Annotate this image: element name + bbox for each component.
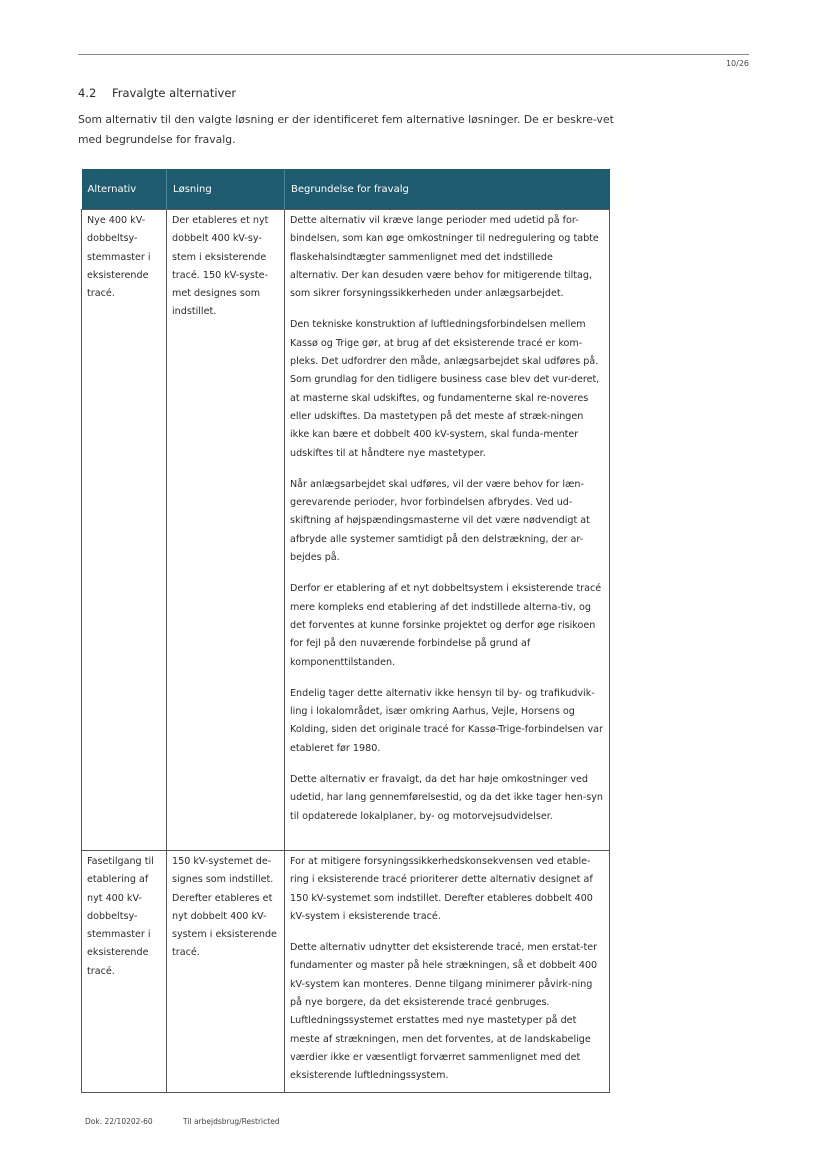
table-header-row [82, 169, 610, 210]
alternative-cell: Nye 400 kV-dobbeltsy-stemmaster i eksisterende tracé. [82, 210, 167, 851]
header-alternative: Alternativ [82, 169, 167, 210]
reason-paragraph: Dette alternativ er fravalgt, da det har høje omkostninger ved udetid, har lang gennemførelsestid, og da det ikke tager hen-syn til opdaterede lokalplaner, by- og motorvejsudvidelser. [290, 774, 603, 822]
reason-paragraph: Dette alternativ udnytter det eksisterende tracé, men erstat-ter fundamenter og master på hele strækningen, så et dobbelt 400 kV-system kan monteres. Denne tilgang minimerer påvirk-ning på nye borgere, da det eksisterende tracé genbruges. Luftledningssystemet erstattes med nye mastetyper på det meste af strækningen, men det forventes, at de landskabelige værdier ikke er væsentligt forværret sammenlignet med det eksisterende luftledningssystem. [290, 942, 598, 1082]
header-solution: Løsning [167, 169, 285, 210]
page-number: 10/26 [725, 59, 749, 68]
page-footer [85, 1117, 308, 1126]
header-reason: Begrundelse for fravalg [285, 169, 610, 210]
table-row [82, 851, 610, 1093]
table-row [82, 210, 610, 851]
reason-paragraph: Den tekniske konstruktion af luftledningsforbindelsen mellem Kassø og Trige gør, at brug af det eksisterende tracé er kom-pleks. Det udfordrer den måde, anlægsarbejdet skal udføres på. Som grundlag for den tidligere business case blev det vur-deret, at masterne skal udskiftes, og fundamenterne skal re-noveres eller udskiftes. Da mastetypen på det meste af stræk-ningen ikke kan bære et dobbelt 400 kV-system, skal funda-menter udskiftes til at håndtere nye mastetyper. [290, 319, 600, 459]
reason-paragraph: For at mitigere forsyningssikkerhedskonsekvensen ved etable-ring i eksisterende tracé prioriterer dette alternativ designet af 150 kV-systemet som indstillet. Derefter etableres dobbelt 400 kV-system i eksisterende tracé. [290, 856, 593, 922]
header-rule [78, 54, 749, 55]
section-number: 4.2 [78, 86, 97, 100]
solution-cell: 150 kV-systemet de-signes som indstillet. Derefter etableres et nyt dobbelt 400 kV-system i eksisterende tracé. [167, 851, 285, 1093]
intro-paragraph: Som alternativ til den valgte løsning er der identificeret fem alternative løsninger. De er beskre-vet med begrundelse for fravalg. [78, 113, 614, 146]
reason-paragraph: Derfor er etablering af et nyt dobbeltsystem i eksisterende tracé mere kompleks end etablering af det indstillede alterna-tiv, og det forventes at kunne forsinke projektet og derfor øge risikoen for fejl på den nuværende forbindelse på grund af komponenttilstanden. [290, 583, 602, 668]
alternatives-table [81, 169, 609, 1093]
reason-paragraph: Når anlægsarbejdet skal udføres, vil der være behov for læn-gerevarende perioder, hvor forbindelsen afbrydes. Ved ud-skiftning af højspændingsmasterne vil det være nødvendigt at afbryde alle systemer samtidigt på den delstrækning, der ar-bejdes på. [290, 478, 590, 564]
section-title: Fravalgte alternativer [112, 86, 237, 100]
reason-cell [285, 851, 610, 1093]
reason-cell [285, 210, 610, 851]
alternative-cell: Fasetilgang til etablering af nyt 400 kV-dobbeltsy-stemmaster i eksisterende tracé. [82, 851, 167, 1093]
reason-paragraph: Endelig tager dette alternativ ikke hensyn til by- og trafikudvik-ling i lokalområdet, især omkring Aarhus, Vejle, Horsens og Kolding, siden det originale tracé for Kassø-Trige-forbindelsen var etableret før 1980. [290, 687, 604, 754]
reason-paragraph: Dette alternativ vil kræve lange perioder med udetid på for-bindelsen, som kan øge omkostninger til nedregulering og tabte flaskehalsindtægter sammenlignet med det indstillede alternativ. Der kan desuden være behov for mitigerende tiltag, som sikrer forsyningssikkerheden under anlægsarbejdet. [290, 215, 599, 300]
solution-cell: Der etableres et nyt dobbelt 400 kV-sy-stem i eksisterende tracé. 150 kV-syste-met designes som indstillet. [167, 210, 285, 851]
doc-number: Dok. 22/10202-60 [85, 1117, 153, 1126]
classification-label: Til arbejdsbrug/Restricted [183, 1117, 280, 1126]
section-heading [78, 86, 236, 100]
